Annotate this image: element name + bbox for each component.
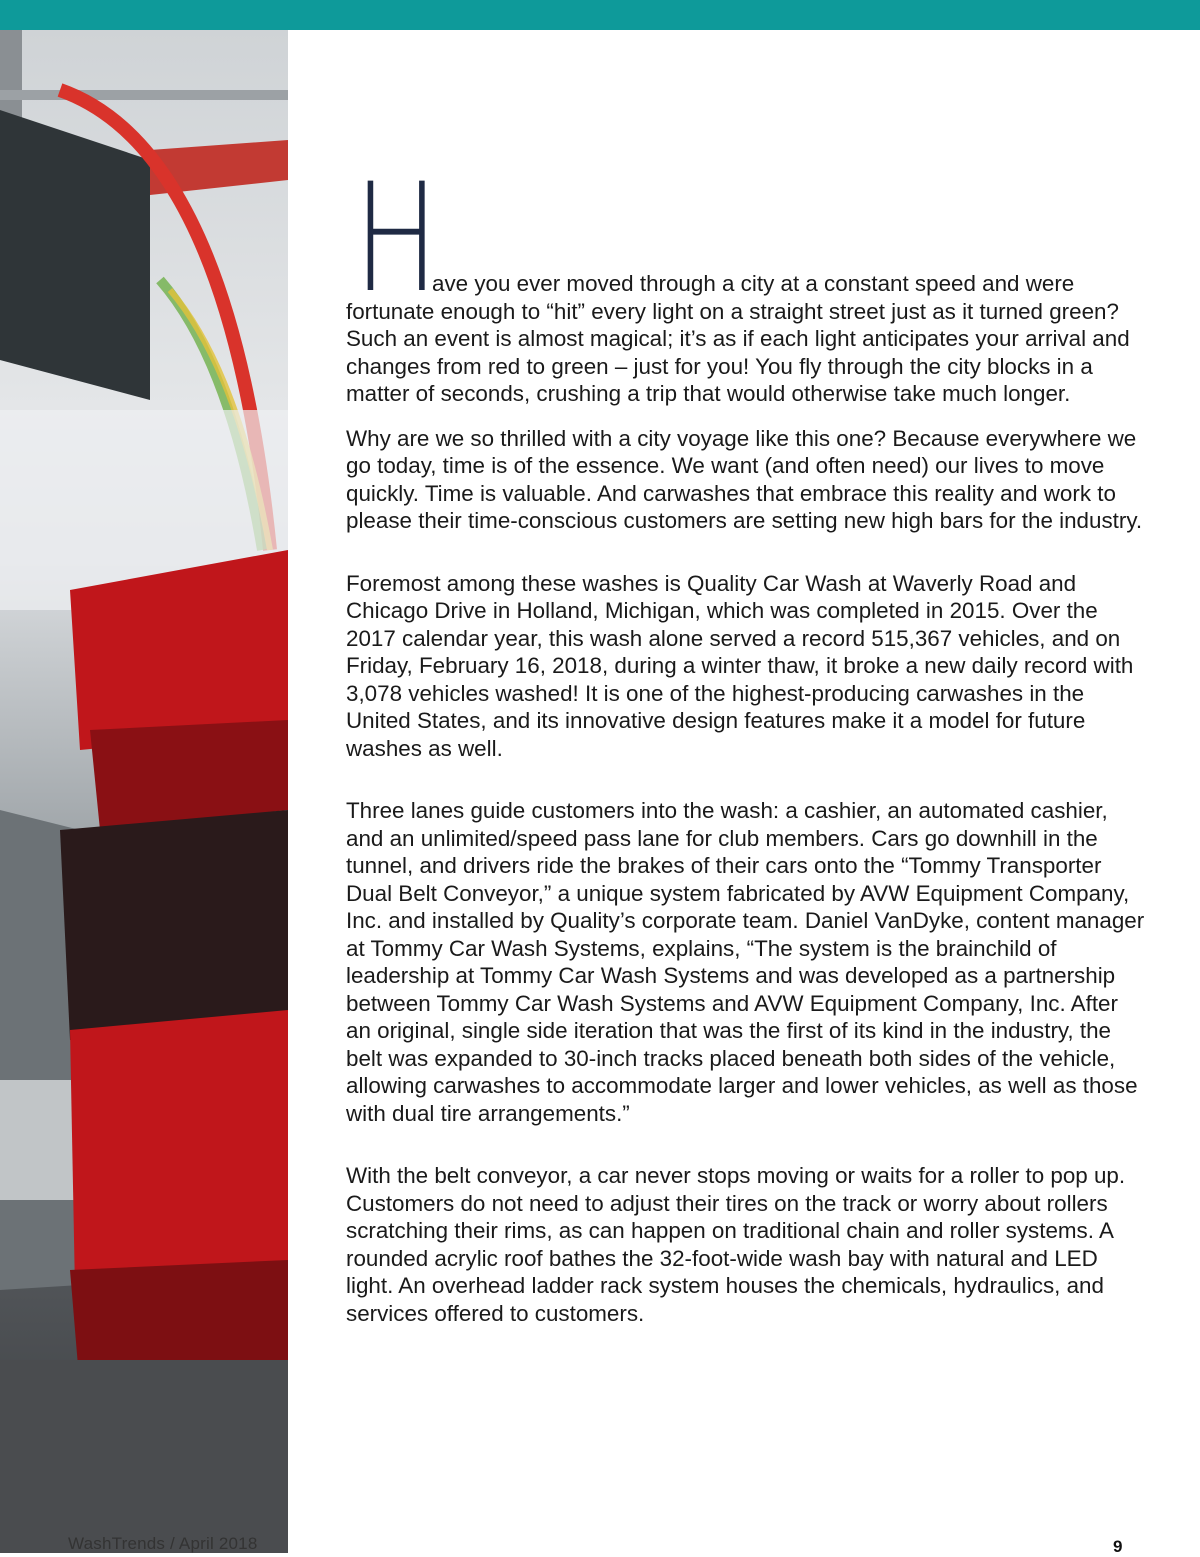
page-number: 9	[1113, 1537, 1123, 1556]
paragraph-2: Why are we so thrilled with a city voyage like this one? Because everywhere we go today, time is of the essence. We want (and often need) our lives to move quickly. Time is valuable. And carwashes that embrace this reality and work to please their time-conscious customers are setting new high bars for the industry.	[346, 425, 1143, 533]
license-plate	[0, 1080, 80, 1200]
photo-illustration	[0, 30, 288, 1553]
paragraph-1	[346, 270, 1146, 408]
brush-strands	[60, 550, 288, 1390]
paragraph-3: Foremost among these washes is Quality Car Wash at Waverly Road and Chicago Drive in Holland, Michigan, which was completed in 2015. Over the 2017 calendar year, this wash alone served a record 515,367 vehicles, and on Friday, February 16, 2018, during a winter thaw, it broke a new daily record with 3,078 vehicles washed! It is one of the highest-producing carwashes in the United States, and its innovative design features make it a model for future washes as well.	[346, 570, 1134, 761]
gantry-beam	[0, 90, 288, 100]
carwash-brush-photo	[0, 30, 288, 1553]
paragraph-5: With the belt conveyor, a car never stops moving or waits for a roller to pop up. Customers do not need to adjust their tires on the track or worry about rollers scratching their rims, as can happen on traditional chain and roller systems. A rounded acrylic roof bathes the 32-foot-wide wash bay with natural and LED light. An overhead ladder rack system houses the chemicals, hydraulics, and services offered to customers.	[346, 1163, 1126, 1326]
article-body	[346, 152, 1146, 1327]
wet-ground	[0, 1360, 288, 1553]
signage-panel	[0, 110, 150, 400]
paragraph-1-text: ave you ever moved through a city at a constant speed and were fortunate enough to “hit” every light on a straight street just as it turned green? Such an event is almost magical; it’s as if each light anticipates your arrival and changes from red to green – just for you! You fly through the city blocks in a matter of seconds, crushing a trip that would otherwise take much longer.	[346, 271, 1130, 406]
dropcap-letter: H	[354, 152, 439, 326]
paragraph-4: Three lanes guide customers into the wash: a cashier, an automated cashier, and an unlimited/speed pass lane for club members. Cars go downhill in the tunnel, and drivers ride the brakes of their cars onto the “Tommy Transporter Dual Belt Conveyor,” a unique system fabricated by AVW Equipment Company, Inc. and installed by Quality’s corporate team. Daniel VanDyke, content manager at Tommy Car Wash Systems, explains, “The system is the brainchild of leadership at Tommy Car Wash Systems and was developed as a partnership between Tommy Car Wash Systems and AVW Equipment Company, Inc. After an original, single side iteration that was the first of its kind in the industry, the belt was expanded to 30-inch tracks placed beneath both sides of the vehicle, allowing carwashes to accommodate larger and lower vehicles, as well as those with dual tire arrangements.”	[346, 798, 1145, 1126]
top-accent-bar	[0, 0, 1200, 30]
dropcap-area	[346, 152, 1146, 326]
footer-publication: WashTrends / April 2018	[68, 1534, 258, 1553]
